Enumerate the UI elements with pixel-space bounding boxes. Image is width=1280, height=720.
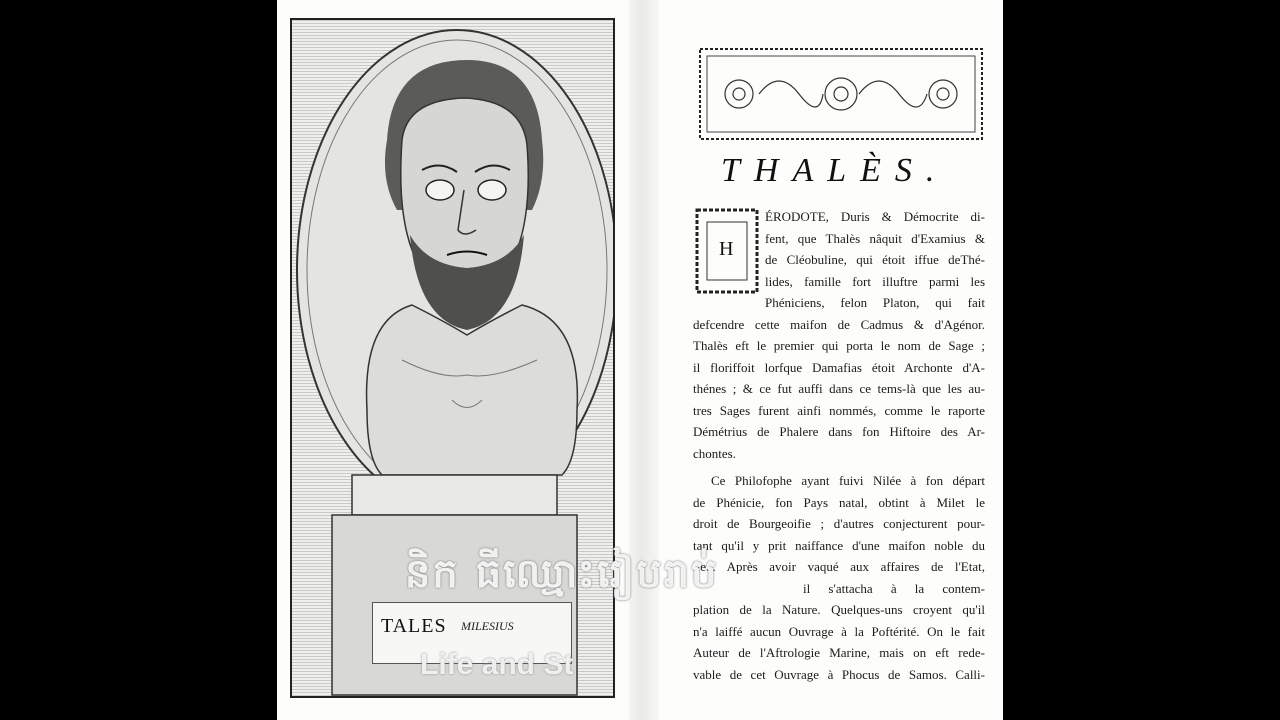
plinth-subtitle: MILESIUS [461, 619, 514, 633]
book-spread [277, 0, 1003, 720]
text-line: Auteur de l'Aftrologie Marine, mais on eft rede- [693, 645, 985, 660]
text-page [679, 0, 1003, 720]
text-line: tres Sages furent ainfi nommés, comme le raporte [693, 402, 985, 418]
text-line: Ce Philofophe ayant fuivi Nilée à fon départ [711, 473, 985, 488]
text-line: thénes ; & ce fut auffi dans ce tems-là que les au- [693, 381, 985, 396]
text-line: chontes. [693, 445, 736, 461]
text-line: il s'attacha à la contem- [803, 580, 985, 596]
chapter-title: THALÈS. [721, 152, 949, 189]
text-line: Démétrius de Phalere dans fon Hiftoire des Ar- [693, 424, 985, 439]
plinth-name: TALES [381, 615, 447, 637]
video-title-overlay-english: Life and St [420, 648, 574, 681]
text-line: Phéniciens, felon Platon, qui fait [765, 295, 985, 310]
text-line: ÉRODOTE, Duris & Démocrite di- [765, 209, 985, 224]
text-line: lieu. Après avoir vaqué aux affaires de l'Etat, [693, 559, 985, 574]
text-line: n'a laiffé aucun Ouvrage à la Poftérité. On le fait [693, 623, 985, 639]
text-line: defcendre cette maifon de Cadmus & d'Agénor. [693, 316, 985, 332]
text-line: il floriffoit lorfque Damafias étoit Archonte d'A- [693, 359, 985, 375]
text-line: plation de la Nature. Quelques-uns croyent qu'il [693, 602, 985, 617]
text-line: Thalès eft le premier qui porta le nom de Sage ; [693, 338, 985, 353]
video-title-overlay-khmer: និក ធីឈ្មោះរៀបរាប់ [405, 551, 719, 597]
text-line: lides, famille fort illuftre parmi les [765, 273, 985, 289]
book-gutter [629, 0, 659, 720]
text-line: de Phénicie, fon Pays natal, obtint à Milet le [693, 494, 985, 510]
text-line: vable de cet Ouvrage à Phocus de Samos. Calli- [693, 666, 985, 682]
text-line: tant qu'il y prit naiffance d'une maifon noble du [693, 537, 985, 553]
text-line: droit de Bourgeoifie ; d'autres conjecturent pour- [693, 516, 985, 531]
ornamental-headpiece [699, 48, 983, 140]
text-line: de Cléobuline, qui étoit iffue deThé- [765, 252, 985, 267]
dropcap-letter: H [719, 238, 734, 260]
paragraph-1-opening [693, 206, 985, 464]
text-line: fent, que Thalès nâquit d'Examius & [765, 230, 985, 246]
paragraph-2 [693, 470, 985, 685]
